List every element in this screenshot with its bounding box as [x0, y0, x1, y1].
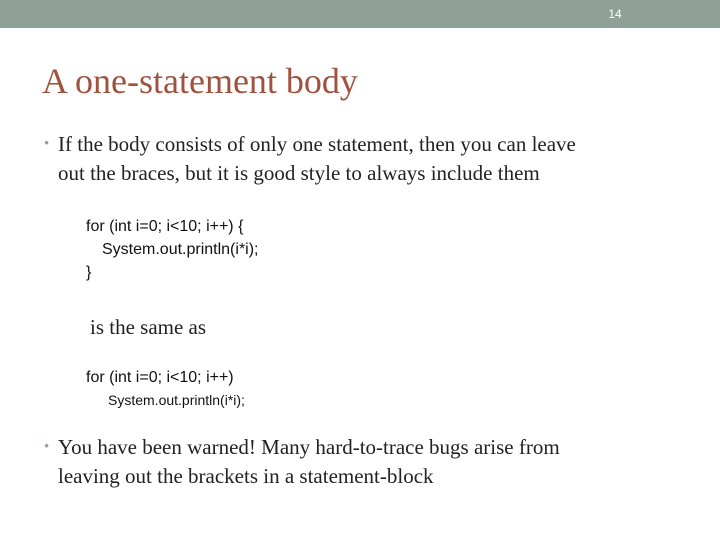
code-line: System.out.println(i*i);: [102, 241, 259, 258]
code-line: }: [86, 264, 92, 281]
bullet-point-warning: [44, 433, 560, 491]
connector-text: is the same as: [90, 315, 207, 339]
code-line: for (int i=0; i<10; i++): [86, 369, 234, 386]
slide-number: 14: [608, 7, 622, 21]
bullet-line: You have been warned! Many hard-to-trace bugs arise from: [58, 435, 560, 459]
bullet-icon: •: [44, 439, 50, 455]
code-line: for (int i=0; i<10; i++) {: [86, 218, 244, 235]
code-line: System.out.println(i*i);: [108, 392, 245, 408]
header-bar: [0, 0, 720, 28]
bullet-icon: •: [44, 136, 50, 152]
bullet-line: leaving out the brackets in a statement-block: [58, 464, 434, 488]
bullet-line: If the body consists of only one statement, then you can leave: [58, 132, 576, 156]
slide-title: A one-statement body: [42, 61, 358, 101]
bullet-point-braces: [44, 130, 576, 188]
bullet-line: out the braces, but it is good style to always include them: [58, 161, 540, 185]
